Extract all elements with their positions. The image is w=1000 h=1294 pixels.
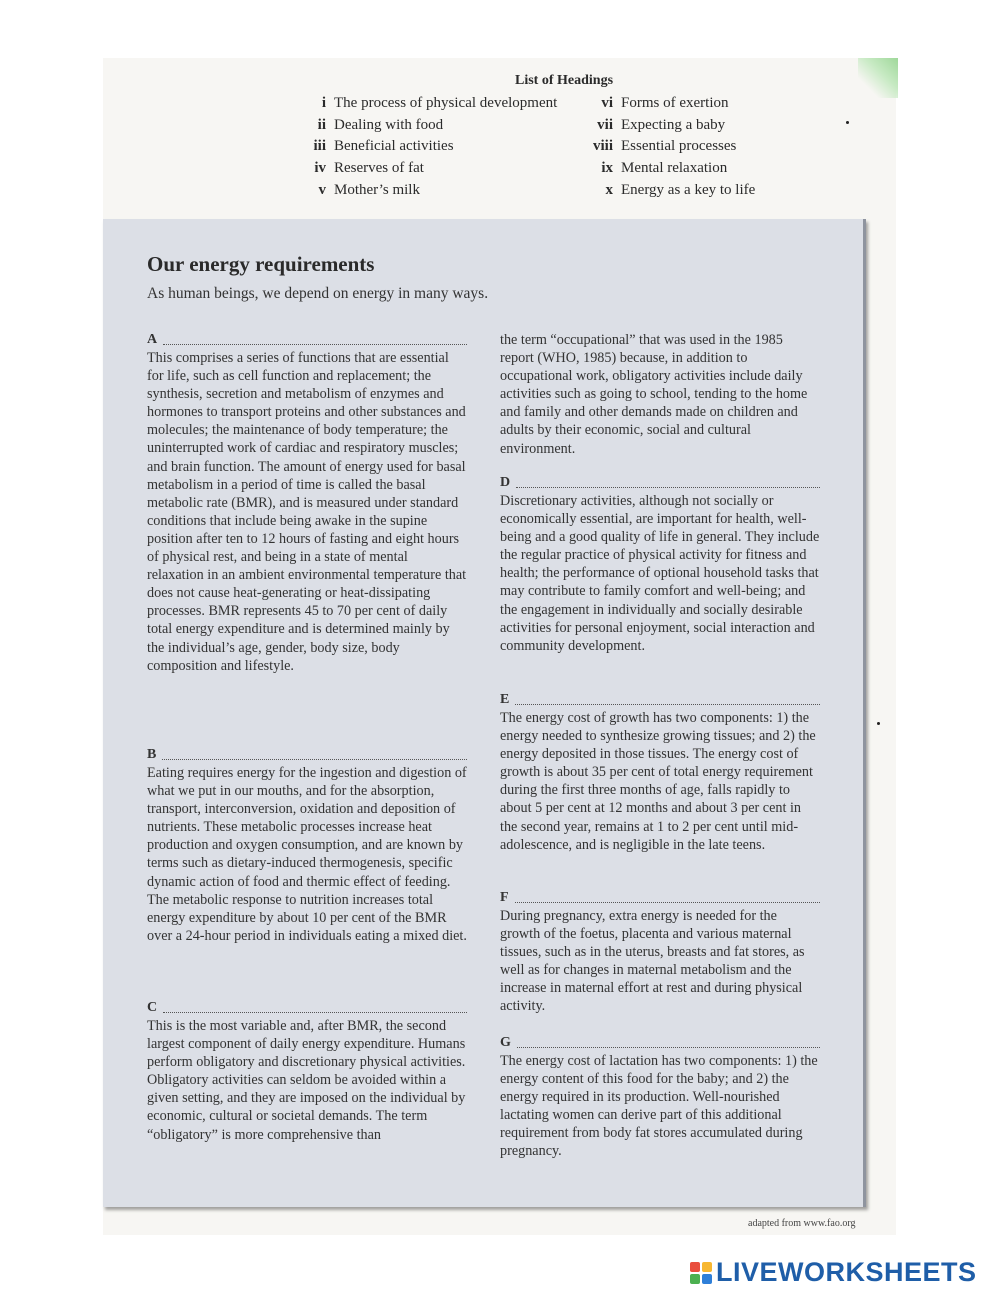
heading-option-x: x Energy as a key to life: [605, 181, 756, 198]
headings-list-left: [300, 93, 557, 202]
heading-option-vi: vi Forms of exertion: [601, 95, 729, 111]
page-corner-tint: [858, 58, 898, 98]
section-a: [147, 331, 467, 675]
heading-option-iv: iv Reserves of fat: [314, 160, 424, 177]
section-a-text: This comprises a series of functions that are essential for life, such as cell function and replacement; the synthesis, secretion and metabolism of enzymes and hormones to transport proteins and other substances and molecules; the maintenance of body temperature; the uninterrupted work of cardiac and respiratory muscles; and brain function. The amount of energy used for basal metabolism in a period of time is called the basal metabolic rate (BMR), and is measured under standard conditions that include being awake in the supine position after ten to 12 hours of fasting and eight hours of physical rest, and being in a state of mental relaxation in an ambient environmental temperature that does not cause heat-generating or heat-dissipating processes. BMR represents 45 to 70 per cent of daily total energy expenditure and is determined mainly by the individual’s age, gender, body size, body composition and lifestyle.: [147, 350, 467, 674]
speck-mark: [877, 722, 880, 725]
section-b-heading-gap[interactable]: B: [147, 746, 467, 764]
heading-option-vii: vii Expecting a baby: [597, 116, 726, 133]
liveworksheets-brand: [690, 1257, 977, 1288]
logo-square: [702, 1274, 712, 1284]
logo-square: [690, 1274, 700, 1284]
headings-list-right: [580, 93, 755, 202]
article-subtitle: As human beings, we depend on energy in many ways.: [147, 285, 489, 302]
section-c: [147, 999, 467, 1144]
section-c-continued-text: the term “occupational” that was used in the 1985 report (WHO, 1985) because, in addition to occupational work, obligatory activities include daily activities such as going to school, tending to the home and family and other demands made on children and adults by their economic, social and cultural environment.: [500, 332, 808, 457]
section-b: [147, 746, 467, 945]
section-b-text: Eating requires energy for the ingestion and digestion of what we put in our mouths, and for the absorption, transport, interconversion, oxidation and deposition of nutrients. These metabolic processes increase heat production and oxygen consumption, and are known by terms such as dietary-induced thermogenesis, specific dynamic action of food and thermic effect of feeding. The metabolic response to nutrition increases total energy expenditure by about 10 per cent of the BMR over a 24-hour period in individuals eating a mixed diet.: [147, 765, 467, 944]
section-g-heading-gap[interactable]: G: [500, 1034, 820, 1052]
heading-option-v: v Mother’s milk: [318, 181, 420, 198]
section-e-heading-gap[interactable]: E: [500, 691, 820, 709]
section-g-text: The energy cost of lactation has two components: 1) the energy content of this food for the baby; and 2) the energy required in its production. Well-nourished lactating women can derive part of this additional requirement from body fat stores accumulated during pregnancy.: [500, 1053, 818, 1160]
section-c-heading-gap[interactable]: C: [147, 999, 467, 1017]
article-title: Our energy requirements: [147, 252, 375, 276]
section-g: [500, 1034, 820, 1161]
logo-square: [702, 1262, 712, 1272]
section-c-text: This is the most variable and, after BMR, the second largest component of daily energy expenditure. Humans perform obligatory and discretionary physical activities. Obligatory activities can seldom be avoided within a given setting, and they are imposed on the individual by economic, cultural or societal demands. The term “obligatory” is more comprehensive than: [147, 1018, 466, 1143]
source-credit: adapted from www.fao.org: [748, 1218, 856, 1229]
speck-mark: [846, 121, 849, 124]
section-d: [500, 474, 820, 655]
liveworksheets-logo-icon: [690, 1262, 712, 1284]
section-e-text: The energy cost of growth has two components: 1) the energy needed to synthesize growing tissues; and 2) the energy deposited in those tissues. The energy cost of growth is about 35 per cent of total energy requirement during the first three months of age, falls rapidly to about 5 per cent at 12 months and about 3 per cent in the second year, remains at 1 to 2 per cent until mid-adolescence, and is negligible in the late teens.: [500, 710, 816, 853]
heading-option-iii: iii Beneficial activities: [313, 138, 454, 155]
section-f-text: During pregnancy, extra energy is needed for the growth of the foetus, placenta and various maternal tissues, such as in the uterus, breasts and fat stores, as well as for changes in maternal metabolism and the increase in maternal effort at rest and during physical activity.: [500, 908, 805, 1015]
section-f-heading-gap[interactable]: F: [500, 889, 820, 907]
logo-square: [690, 1262, 700, 1272]
section-e: [500, 691, 820, 854]
heading-option-i: i The process of physical development: [321, 95, 558, 111]
section-d-text: Discretionary activities, although not socially or economically essential, are important for health, well-being and a good quality of life in general. They include the regular practice of physical activity for fitness and health; the performance of optional household tasks that may contribute to family comfort and well-being; and the engagement in individually and socially desirable activities for personal enjoyment, social interaction and community development.: [500, 493, 820, 654]
section-a-heading-gap[interactable]: A: [147, 331, 467, 349]
section-f: [500, 889, 820, 1016]
heading-option-ix: ix Mental relaxation: [601, 160, 728, 177]
list-of-headings-title: List of Headings: [515, 73, 614, 88]
liveworksheets-wordmark: LIVEWORKSHEETS: [716, 1257, 977, 1287]
heading-option-ii: ii Dealing with food: [317, 116, 444, 133]
heading-option-viii: viii Essential processes: [592, 138, 737, 155]
section-c-continued: [500, 331, 820, 458]
section-d-heading-gap[interactable]: D: [500, 474, 820, 492]
